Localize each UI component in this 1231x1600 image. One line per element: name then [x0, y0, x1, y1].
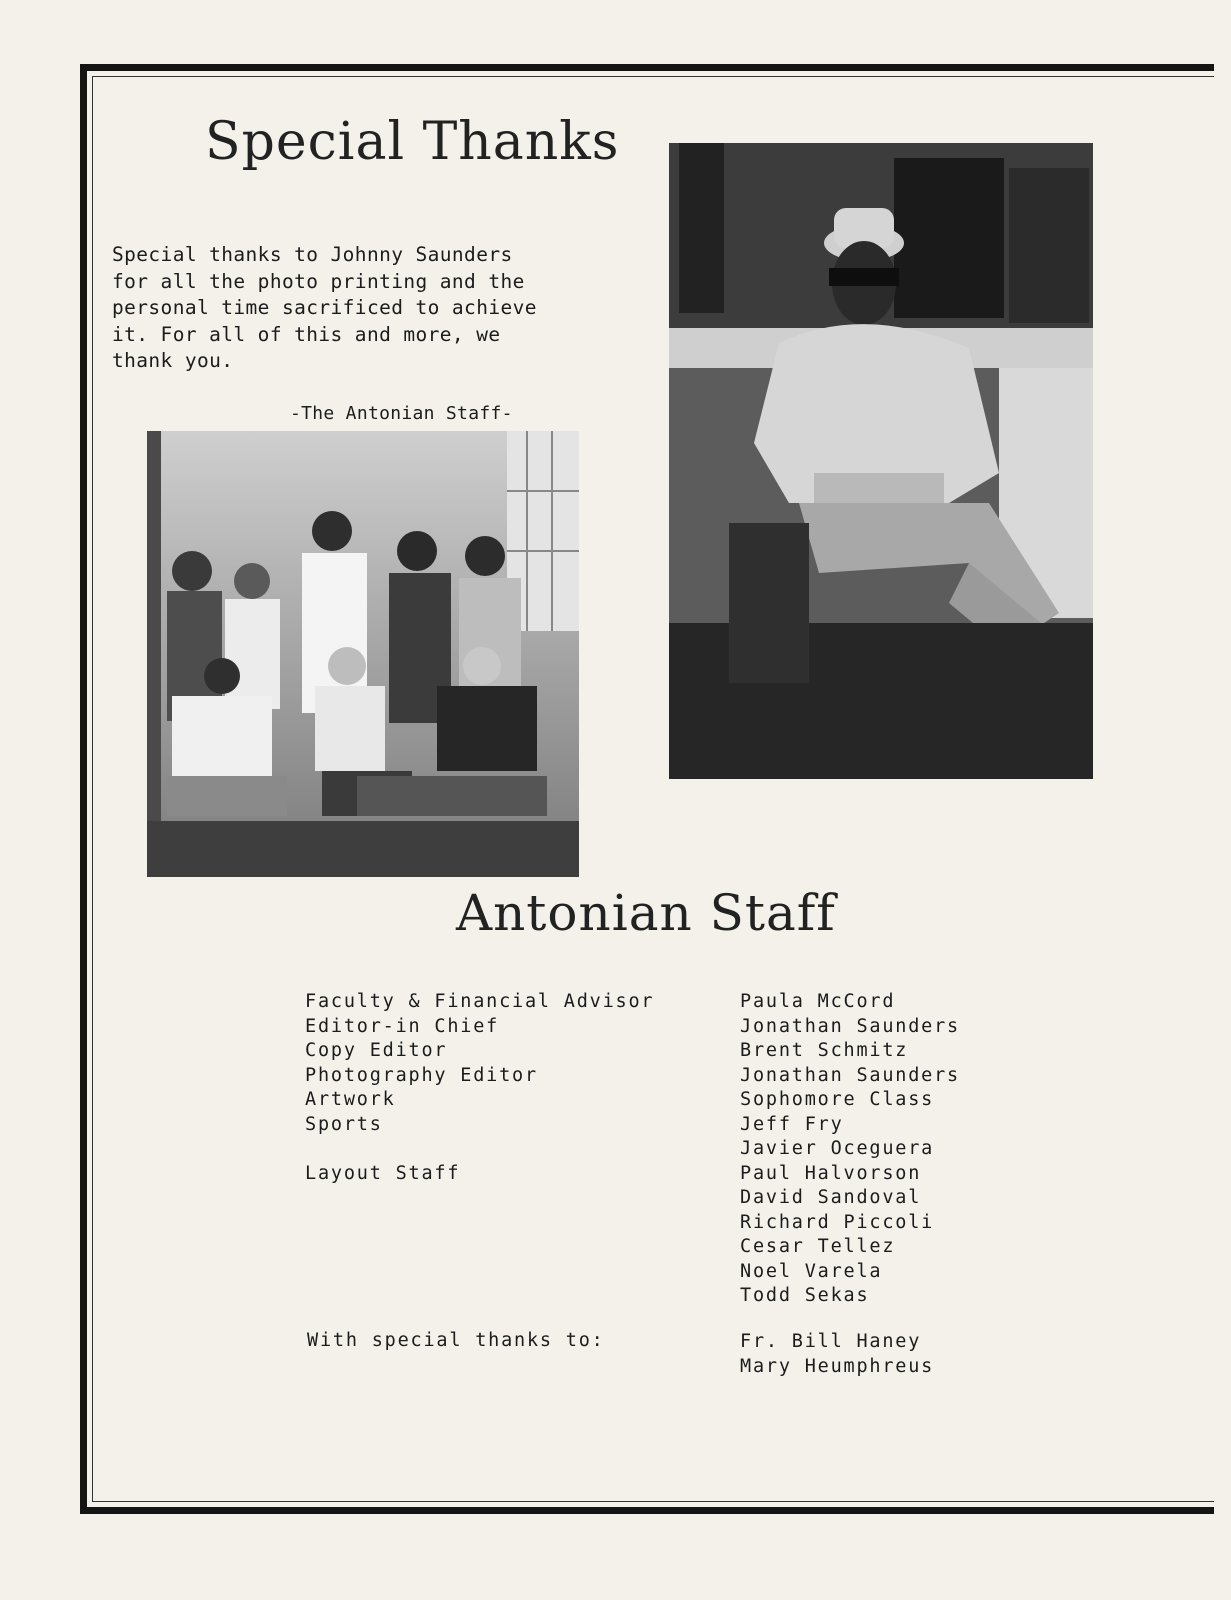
staff-name: Jonathan Saunders: [740, 1015, 960, 1037]
staff-role: [305, 1235, 654, 1260]
special-thanks-signature: -The Antonian Staff-: [290, 403, 513, 424]
special-thanks-names: [740, 1330, 934, 1379]
special-thanks-title: Special Thanks: [205, 112, 620, 172]
staff-role: Faculty & Financial Advisor: [305, 991, 655, 1012]
staff-role: Layout Staff: [305, 1162, 461, 1184]
staff-name: Noel Varela: [740, 1260, 883, 1282]
staff-name: Sophomore Class: [740, 1089, 935, 1110]
staff-role: [305, 1211, 654, 1236]
antonian-staff-title: Antonian Staff: [456, 884, 836, 942]
staff-name: Brent Schmitz: [740, 1040, 909, 1061]
special-thanks-label: With special thanks to:: [307, 1330, 605, 1351]
staff-role-list: [305, 990, 654, 1309]
staff-role: [305, 1284, 654, 1309]
staff-role: Sports: [305, 1113, 383, 1135]
staff-role: Editor-in Chief: [305, 1015, 500, 1037]
staff-role: Photography Editor: [305, 1064, 538, 1086]
staff-name: Javier Oceguera: [740, 1138, 935, 1159]
staff-name: Paula McCord: [740, 991, 896, 1012]
staff-role: Artwork: [305, 1089, 396, 1110]
thanks-name: Fr. Bill Haney: [740, 1331, 922, 1352]
staff-role: [305, 1137, 654, 1162]
staff-name-list: [740, 990, 960, 1309]
thanks-name: Mary Heumphreus: [740, 1355, 935, 1377]
staff-role: [305, 1186, 654, 1211]
staff-name: Richard Piccoli: [740, 1211, 935, 1233]
staff-group-photo: [147, 431, 579, 877]
staff-name: David Sandoval: [740, 1187, 922, 1208]
staff-role: [305, 1260, 654, 1285]
portrait-photo: [669, 143, 1093, 779]
staff-name: Jonathan Saunders: [740, 1064, 960, 1086]
staff-name: Todd Sekas: [740, 1285, 870, 1306]
staff-name: Jeff Fry: [740, 1113, 844, 1135]
staff-name: Paul Halvorson: [740, 1162, 922, 1184]
staff-role: Copy Editor: [305, 1040, 448, 1061]
special-thanks-text: Special thanks to Johnny Saunders for all the photo printing and the personal time sacrificed to achieve it. For all of this and more, we thank you.: [112, 243, 537, 372]
staff-name: Cesar Tellez: [740, 1236, 896, 1257]
